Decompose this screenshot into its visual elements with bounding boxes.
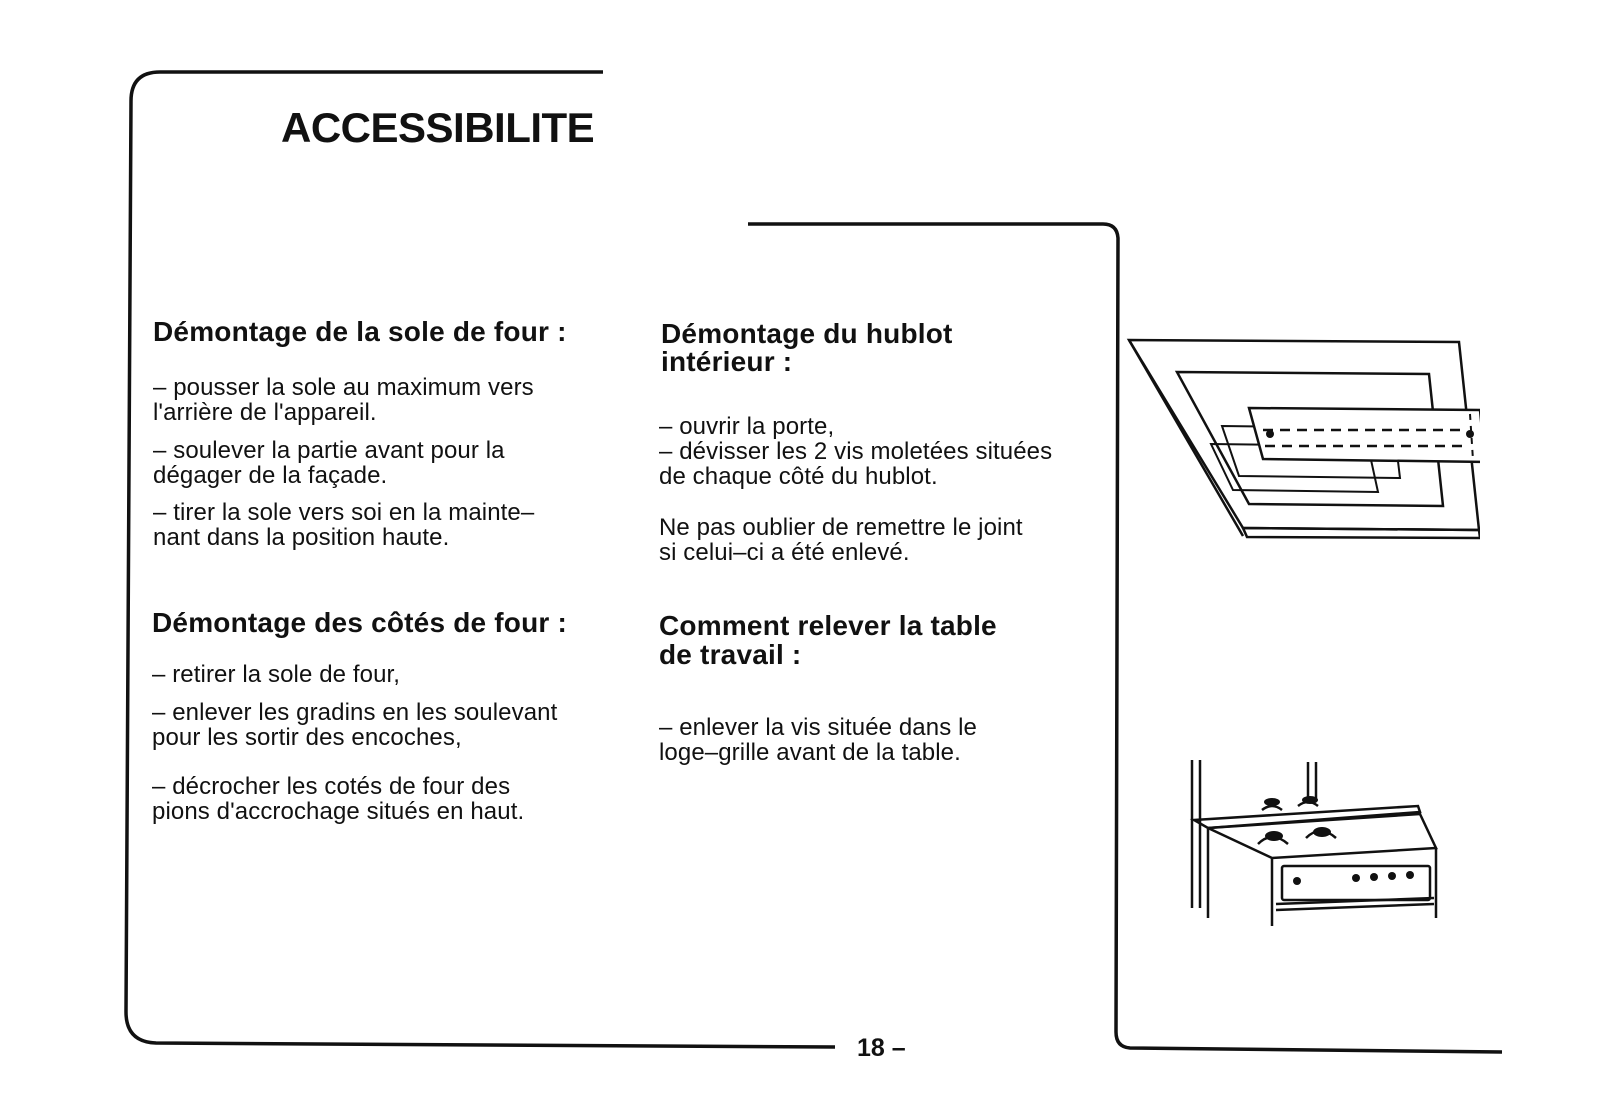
hublot-note: Ne pas oublier de remettre le joint si celui–ci a été enlevé. xyxy=(659,514,1023,566)
sole-step-1: – pousser la sole au maximum vers l'arrière de l'appareil. xyxy=(153,374,534,426)
heading-table-2: de travail : xyxy=(659,639,802,670)
cotes-step-3: – décrocher les cotés de four des pions d'accrochage situés en haut. xyxy=(152,773,525,825)
heading-hublot-2: intérieur : xyxy=(661,346,793,377)
page-number: 18 – xyxy=(857,1034,906,1062)
table-step: – enlever la vis située dans le loge–grille avant de la table. xyxy=(659,714,977,766)
oven-door-window-icon xyxy=(1125,330,1480,560)
heading-table-1: Comment relever la table xyxy=(659,610,997,641)
sole-step-2: – soulever la partie avant pour la dégager de la façade. xyxy=(153,437,505,489)
raised-worktop-icon xyxy=(1188,758,1458,938)
cotes-step-2: – enlever les gradins en les soulevant pour les sortir des encoches, xyxy=(152,699,558,751)
heading-sole: Démontage de la sole de four : xyxy=(153,316,567,347)
sole-step-3: – tirer la sole vers soi en la mainte– nant dans la position haute. xyxy=(153,499,535,551)
page-title: ACCESSIBILITE xyxy=(281,104,595,151)
heading-cotes: Démontage des côtés de four : xyxy=(152,607,567,638)
cotes-step-1: – retirer la sole de four, xyxy=(152,661,401,688)
heading-hublot-1: Démontage du hublot xyxy=(661,318,953,349)
hublot-steps: – ouvrir la porte, – dévisser les 2 vis moletées situées de chaque côté du hublot. xyxy=(659,413,1053,490)
